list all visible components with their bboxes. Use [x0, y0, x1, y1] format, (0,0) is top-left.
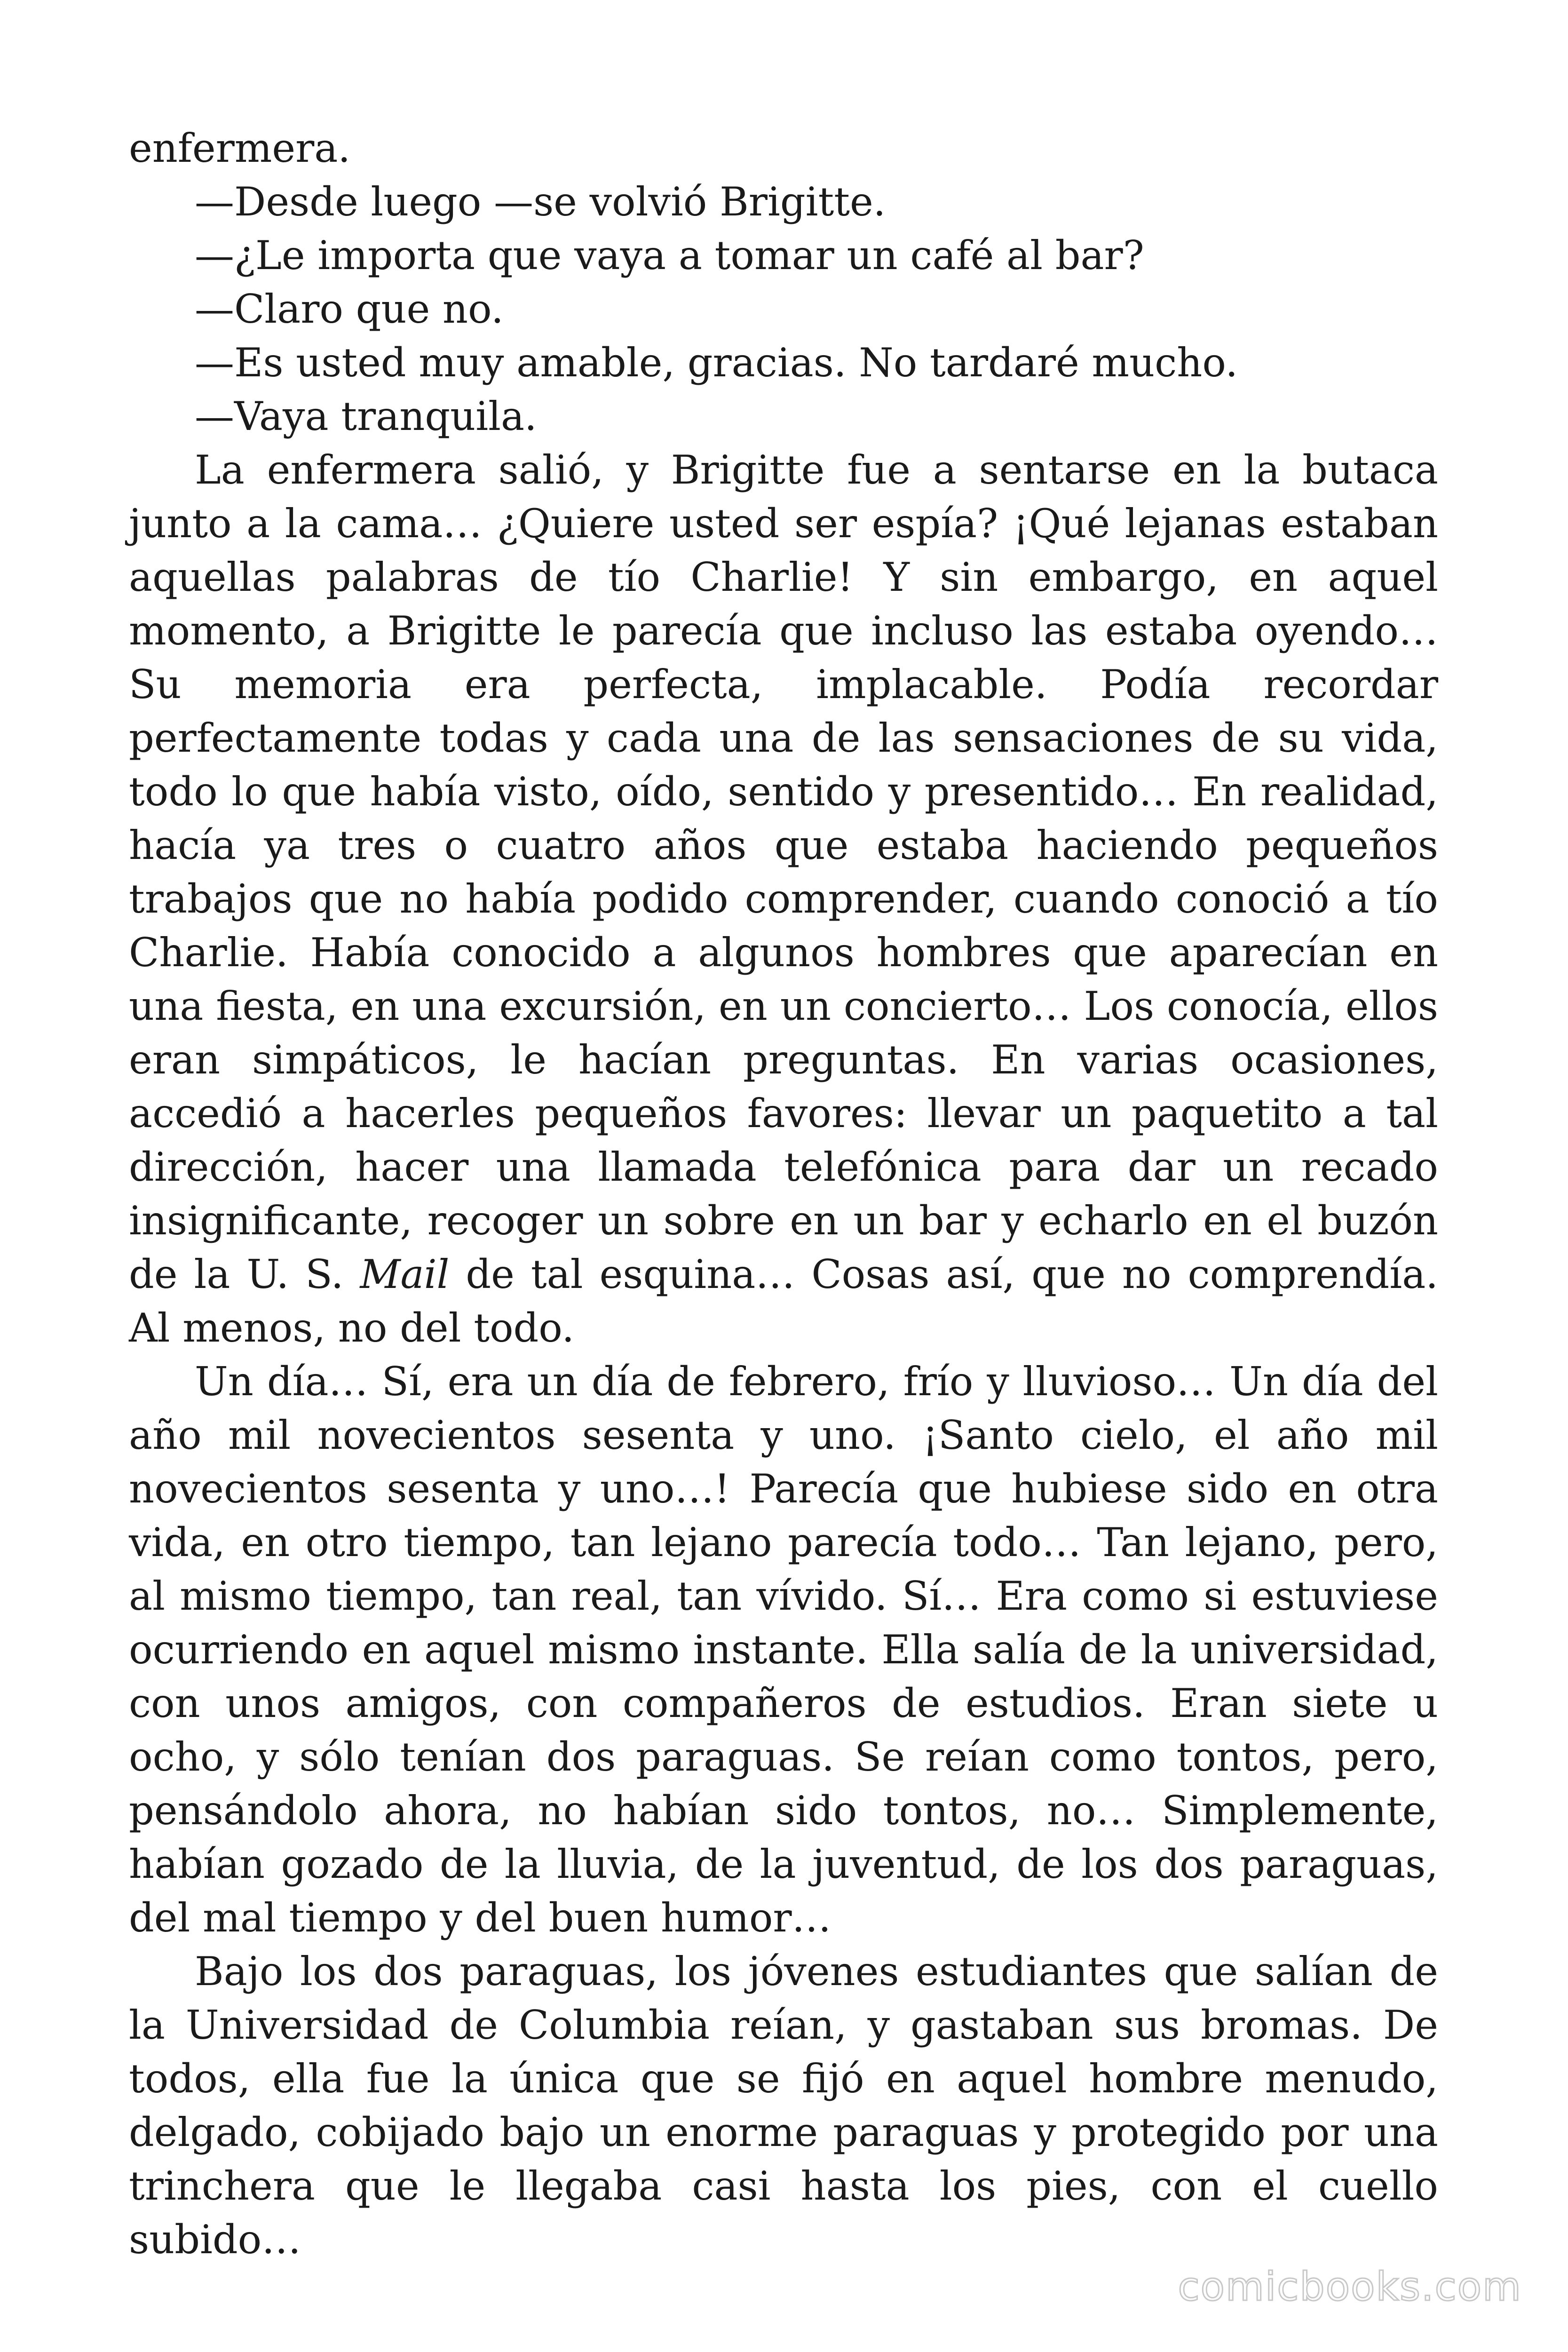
dialogue-line: —Claro que no. [195, 286, 504, 332]
italic-word: Mail [360, 1251, 450, 1297]
dialogue-line: —Es usted muy amable, gracias. No tardaré mucho. [195, 340, 1238, 386]
narrative-paragraph [129, 443, 1438, 1355]
narrative-paragraph: Bajo los dos paraguas, los jóvenes estudiantes que salían de la Universidad de Columbia reían, y gastaban sus bromas. De todos, ella fue la única que se fijó en aquel hombre menudo, delgado, cobijado bajo un enorme paraguas y protegido por una trinchera que le llegaba casi hasta los pies, con el cuello subido… [129, 1948, 1438, 2263]
dialogue-line: —Desde luego —se volvió Brigitte. [195, 179, 886, 225]
paragraph-text: La enfermera salió, y Brigitte fue a sentarse en la butaca junto a la cama… ¿Quiere usted ser espía? ¡Qué lejanas estaban aquellas palabras de tío Charlie! Y sin embargo, en aquel momento, a Brigitte le parecía que incluso las estaba oyendo… Su memoria era perfecta, implacable. Podía recordar perfectamente todas y cada una de las sensaciones de su vida, todo lo que había visto, oído, sentido y presentido… En realidad, hacía ya tres o cuatro años que estaba haciendo pequeños trabajos que no había podido comprender, cuando conoció a tío Charlie. Había conocido a algunos hombres que aparecían en una fiesta, en una excursión, en un concierto… Los conocía, ellos eran simpáticos, le hacían preguntas. En varias ocasiones, accedió a hacerles pequeños favores: llevar un paquetito a tal dirección, hacer una llamada telefónica para dar un recado insignificante, recoger un sobre en un bar y echarlo en el buzón de la U. S. [129, 447, 1438, 1297]
body-text [129, 121, 1438, 2266]
dialogue-line: —Vaya tranquila. [195, 393, 537, 439]
narrative-paragraph: Un día… Sí, era un día de febrero, frío y lluvioso… Un día del año mil novecientos sesenta y uno. ¡Santo cielo, el año mil novecientos sesenta y uno…! Parecía que hubiese sido en otra vida, en otro tiempo, tan lejano parecía todo… Tan lejano, pero, al mismo tiempo, tan real, tan vívido. Sí… Era como si estuviese ocurriendo en aquel mismo instante. Ella salía de la universidad, con unos amigos, con compañeros de estudios. Eran siete u ocho, y sólo tenían dos paraguas. Se reían como tontos, pero, pensándolo ahora, no habían sido tontos, no… Simplemente, habían gozado de la lluvia, de la juventud, de los dos paraguas, del mal tiempo y del buen humor… [129, 1359, 1438, 1941]
paragraph-continuation: enfermera. [129, 125, 351, 171]
dialogue-line: —¿Le importa que vaya a tomar un café al bar? [195, 232, 1144, 278]
paragraph-text: de tal esquina… Cosas así, que no comprendía. Al menos, no del todo. [129, 1251, 1438, 1351]
watermark: comicbooks.com [1178, 2264, 1522, 2310]
